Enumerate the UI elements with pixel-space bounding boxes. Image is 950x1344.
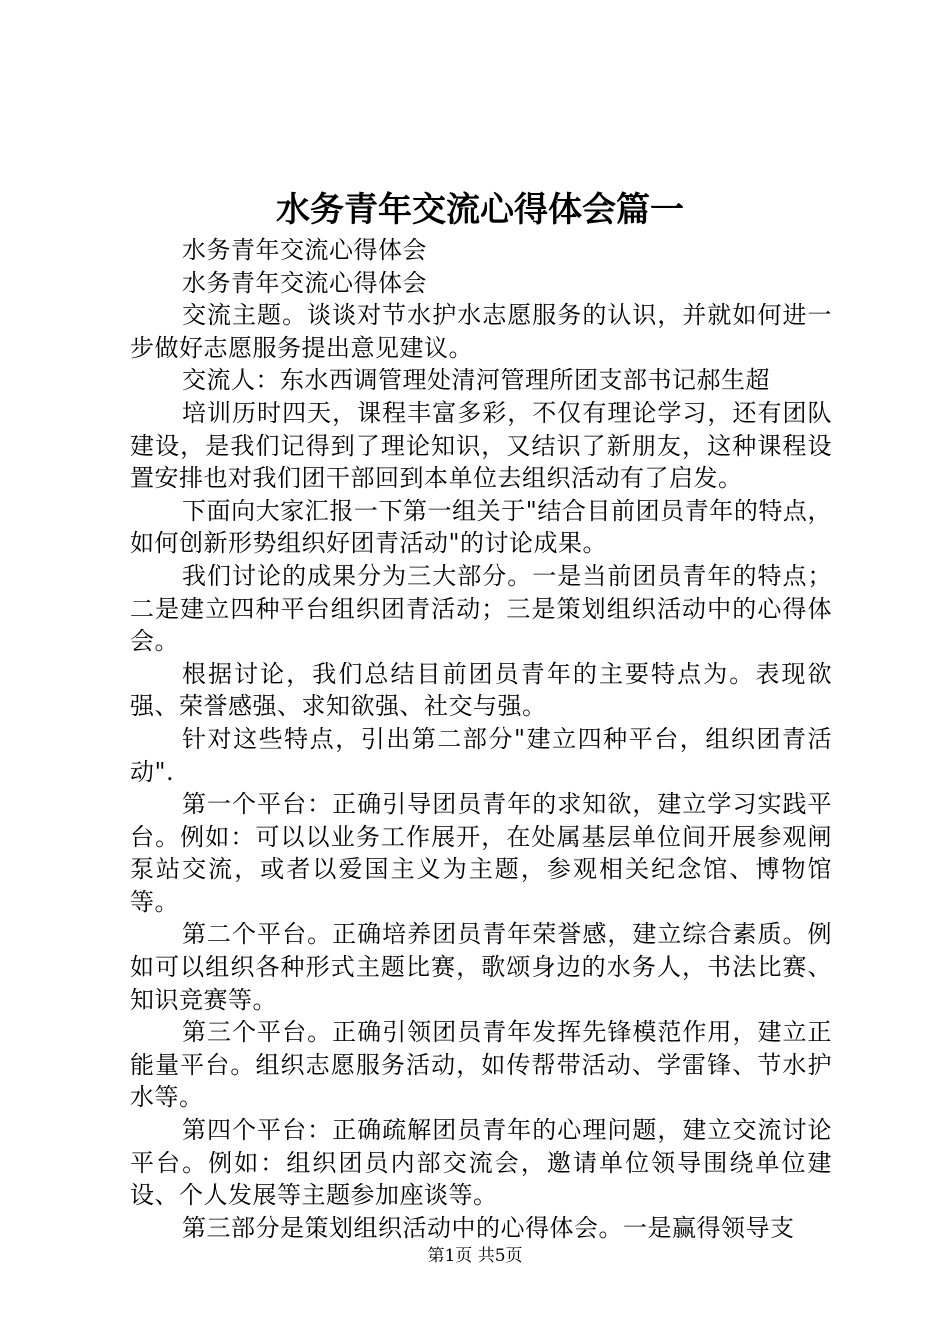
paragraph: 第二个平台。正确培养团员青年荣誉感，建立综合素质。例如可以组织各种形式主题比赛，歌颂身边的水务人，书法比赛、知识竞赛等。 xyxy=(130,920,832,1014)
paragraph: 针对这些特点，引出第二部分"建立四种平台，组织团青活动". xyxy=(130,724,832,786)
paragraph: 水务青年交流心得体会 xyxy=(182,236,427,264)
paragraph: 第三个平台。正确引领团员青年发挥先锋模范作用，建立正能量平台。组织志愿服务活动，如传帮带活动、学雷锋、节水护水等。 xyxy=(130,1018,832,1112)
paragraph: 交流人：东水西调管理处清河管理所团支部书记郝生超 xyxy=(182,366,770,395)
paragraph: 第一个平台：正确引导团员青年的求知欲，建立学习实践平台。例如：可以以业务工作展开，在处属基层单位间开展参观闸泵站交流，或者以爱国主义为主题，参观相关纪念馆、博物馆等。 xyxy=(130,790,832,916)
paragraph: 培训历时四天，课程丰富多彩，不仅有理论学习，还有团队建设，是我们记得到了理论知识，又结识了新朋友，这种课程设置安排也对我们团干部回到本单位去组织活动有了启发。 xyxy=(130,398,832,493)
document-title: 水务青年交流心得体会篇一 xyxy=(276,190,684,230)
paragraph: 水务青年交流心得体会 xyxy=(182,268,427,297)
document-body xyxy=(130,234,832,1244)
paragraph: 交流主题。谈谈对节水护水志愿服务的认识，并就如何进一步做好志愿服务提出意见建议。 xyxy=(130,301,832,362)
page-number-footer: 第1页 共5页 xyxy=(427,1246,523,1266)
paragraph: 我们讨论的成果分为三大部分。一是当前团员青年的特点；二是建立四种平台组织团青活动；三是策划组织活动中的心得体会。 xyxy=(130,561,832,656)
paragraph: 下面向大家汇报一下第一组关于"结合目前团员青年的特点，如何创新形势组织好团青活动"的讨论成果。 xyxy=(130,496,832,558)
paragraph: 第三部分是策划组织活动中的心得体会。一是赢得领导支 xyxy=(182,1213,795,1242)
paragraph: 第四个平台：正确疏解团员青年的心理问题，建立交流讨论平台。例如：组织团员内部交流会，邀请单位领导围绕单位建设、个人发展等主题参加座谈等。 xyxy=(130,1116,832,1210)
paragraph: 根据讨论，我们总结目前团员青年的主要特点为。表现欲强、荣誉感强、求知欲强、社交与强。 xyxy=(130,659,832,721)
